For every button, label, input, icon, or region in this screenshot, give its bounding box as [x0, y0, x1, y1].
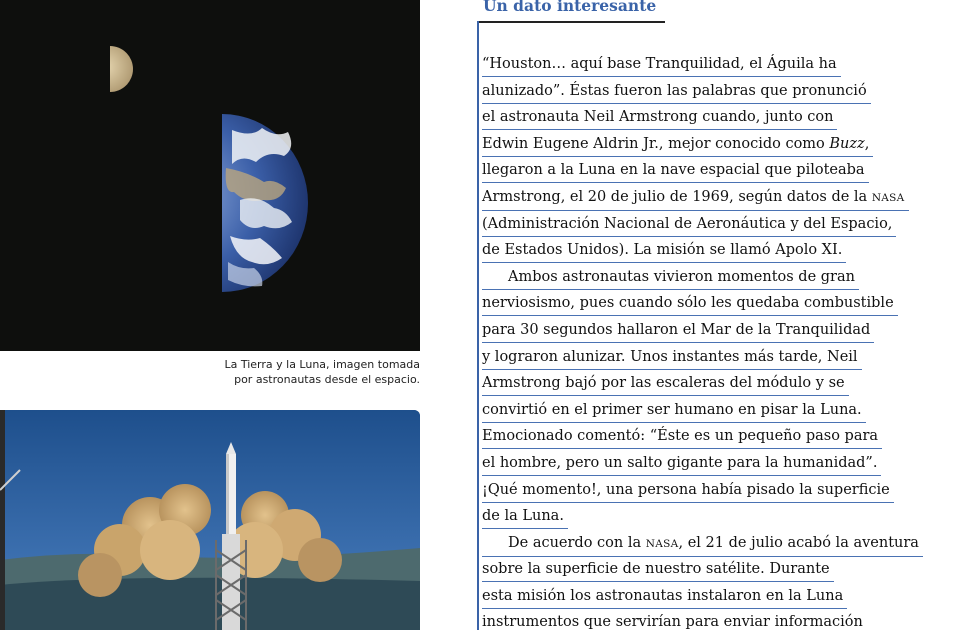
- text-line: Armstrong bajó por las escaleras del módulo y se: [482, 371, 962, 398]
- buzz-italic: Buzz: [829, 135, 865, 152]
- text-line: de la Luna.: [482, 504, 962, 531]
- photo-caption: [200, 357, 420, 387]
- text-line: “Houston… aquí base Tranquilidad, el Águila ha: [482, 52, 962, 79]
- text-line: nerviosismo, pues cuando sólo les quedaba combustible: [482, 291, 962, 318]
- text-line: instrumentos que servirían para enviar información: [482, 610, 962, 630]
- text-line: sobre la superficie de nuestro satélite. Durante: [482, 557, 962, 584]
- title-underline: [478, 21, 665, 23]
- text-line: de Estados Unidos). La misión se llamó Apolo XI.: [482, 238, 962, 265]
- nasa-acronym: NASA: [871, 191, 905, 204]
- text-line: (Administración Nacional de Aeronáutica y del Espacio,: [482, 212, 962, 239]
- text-line: y lograron alunizar. Unos instantes más tarde, Neil: [482, 345, 962, 372]
- text-line: alunizado”. Éstas fueron las palabras que pronunció: [482, 79, 962, 106]
- caption-line-2: por astronautas desde el espacio.: [234, 373, 420, 386]
- text-line: el astronauta Neil Armstrong cuando, junto con: [482, 105, 962, 132]
- text-line: Edwin Eugene Aldrin Jr., mejor conocido como Buzz,: [482, 132, 962, 159]
- text-line: ¡Qué momento!, una persona había pisado la superficie: [482, 478, 962, 505]
- rocket-launch-photo: [0, 410, 420, 630]
- vertical-rule: [477, 21, 479, 630]
- text-line: Armstrong, el 20 de julio de 1969, según datos de la NASA: [482, 185, 962, 212]
- nasa-acronym: NASA: [645, 537, 679, 550]
- text-line: De acuerdo con la NASA, el 21 de julio acabó la aventura: [482, 531, 962, 558]
- article-body: [482, 52, 962, 630]
- text-line: el hombre, pero un salto gigante para la humanidad”.: [482, 451, 962, 478]
- text-line: Ambos astronautas vivieron momentos de gran: [482, 265, 962, 292]
- text-line: esta misión los astronautas instalaron en la Luna: [482, 584, 962, 611]
- earth-moon-photo: [0, 0, 420, 351]
- text-line: llegaron a la Luna en la nave espacial que piloteaba: [482, 158, 962, 185]
- text-line: convirtió en el primer ser humano en pisar la Luna.: [482, 398, 962, 425]
- article-title: Un dato interesante: [483, 0, 657, 15]
- text-line: para 30 segundos hallaron el Mar de la Tranquilidad: [482, 318, 962, 345]
- text-line: Emocionado comentó: “Éste es un pequeño paso para: [482, 424, 962, 451]
- caption-line-1: La Tierra y la Luna, imagen tomada: [224, 358, 420, 371]
